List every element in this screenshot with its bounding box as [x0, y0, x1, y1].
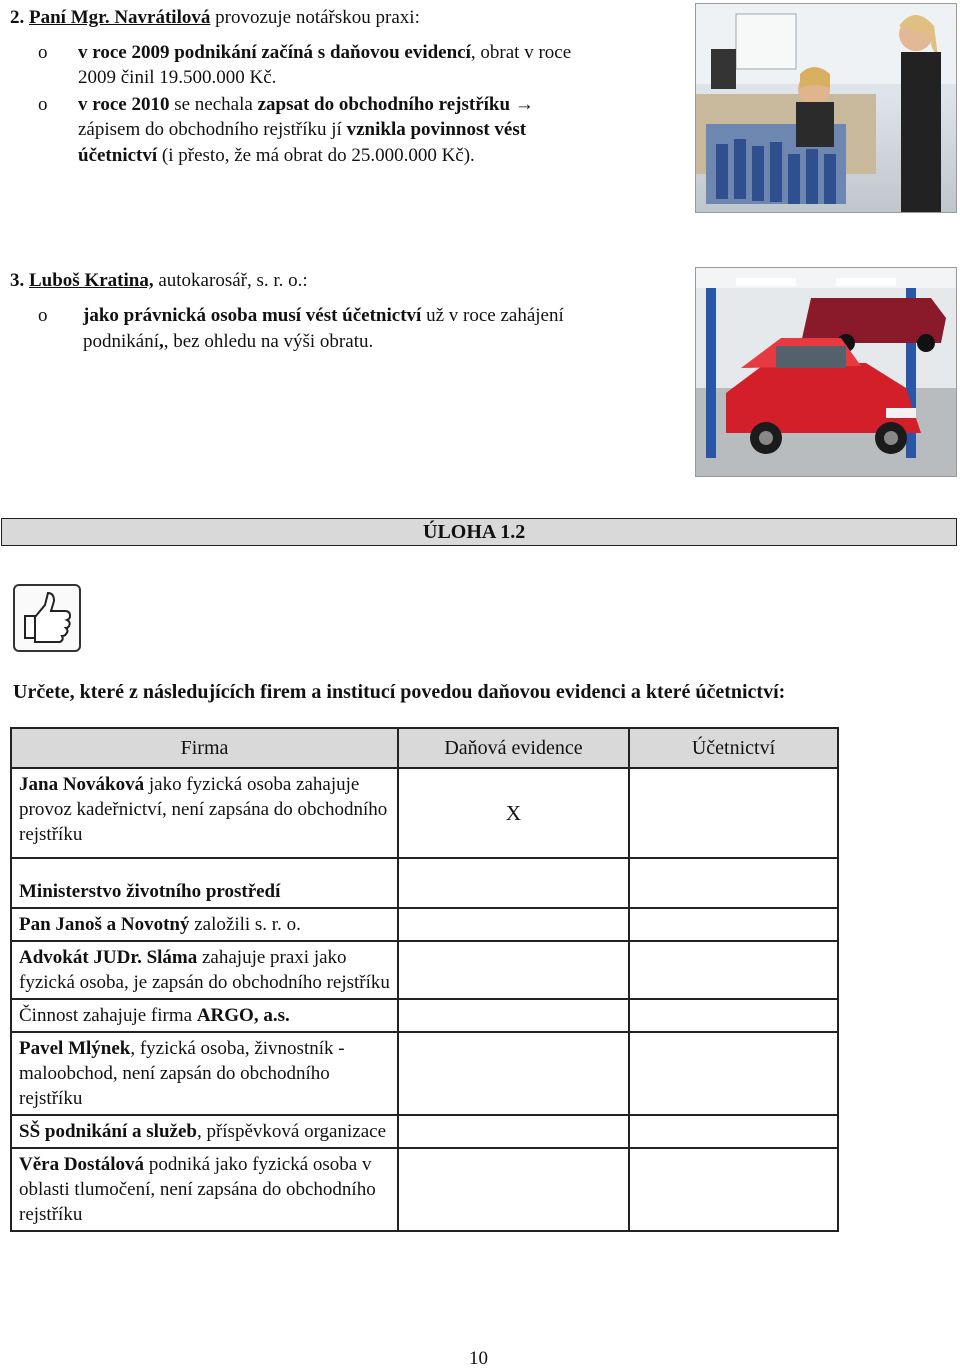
- section-3-line-1: [83, 303, 564, 329]
- firma-cell: [11, 768, 398, 858]
- section-number: 2.: [10, 7, 25, 28]
- bold-text: zapsat do obchodního rejstříku: [257, 94, 511, 115]
- arrow-right-icon: →: [514, 94, 534, 115]
- bullet-1-line-2: 2009 činil 19.500.000 Kč.: [78, 67, 277, 88]
- firma-cell: [11, 999, 398, 1032]
- task-title: ÚLOHA 1.2: [423, 521, 526, 543]
- firma-name: Pan Janoš a Novotný: [19, 914, 190, 935]
- bullet-2-line-2: [78, 117, 526, 143]
- table-row: [11, 908, 838, 941]
- section-number: 3.: [10, 270, 25, 291]
- office-illustration: [696, 4, 956, 212]
- table-row: [11, 941, 838, 999]
- firma-desc: zahajuje praxi jako fyzická osoba, je zapsán do obchodního rejstříku: [19, 947, 390, 993]
- bullet: o: [38, 94, 48, 115]
- header-danova-evidence: Daňová evidence: [398, 728, 629, 768]
- text: už v roce zahájení: [421, 305, 564, 326]
- section-3-heading: [10, 268, 308, 294]
- bullet: o: [38, 305, 48, 326]
- firma-name: Ministerstvo životního prostředí: [19, 881, 281, 902]
- firma-cell: [11, 1148, 398, 1231]
- bold-text: v roce 2010: [78, 94, 170, 115]
- tax-cell[interactable]: X: [398, 768, 629, 858]
- firma-name: Jana Nováková: [19, 774, 145, 795]
- firma-desc: Činnost zahajuje firma: [19, 1005, 197, 1026]
- page-number: 10: [469, 1348, 488, 1369]
- bullet-2-line-1: [78, 92, 534, 118]
- person-name: Paní Mgr. Navrátilová: [29, 7, 211, 28]
- tax-cell[interactable]: [398, 858, 629, 908]
- acc-cell[interactable]: [629, 999, 838, 1032]
- heading-rest: autokarosář, s. r. o.:: [153, 270, 308, 291]
- table-row: [11, 1032, 838, 1115]
- firma-name: Advokát JUDr. Sláma: [19, 947, 198, 968]
- firma-name: ARGO, a.s.: [196, 1005, 290, 1026]
- table-header-row: [11, 728, 838, 768]
- tax-cell[interactable]: [398, 941, 629, 999]
- firma-cell: [11, 1032, 398, 1115]
- bold-text: vznikla povinnost vést: [346, 119, 527, 140]
- text: podnikání: [83, 331, 159, 352]
- tax-cell[interactable]: [398, 999, 629, 1032]
- acc-cell[interactable]: [629, 941, 838, 999]
- text: , obrat v roce: [470, 42, 572, 63]
- office-photo: [695, 3, 957, 213]
- firma-desc: založili s. r. o.: [189, 914, 301, 935]
- tax-cell[interactable]: [398, 1032, 629, 1115]
- table-row: [11, 1115, 838, 1148]
- firma-desc: , fyzická osoba, živnostník - maloobchod, není zapsán do obchodního rejstříku: [19, 1038, 345, 1109]
- bold-text: jako právnická osoba musí vést účetnictví: [83, 305, 422, 326]
- bullet-2-line-3: [78, 143, 475, 169]
- table-row: [11, 1148, 838, 1231]
- section-3-line-2: podnikání,, bez ohledu na výši obratu.: [83, 331, 374, 352]
- acc-cell[interactable]: [629, 768, 838, 858]
- acc-cell[interactable]: [629, 908, 838, 941]
- text: , bez ohledu na výši obratu.: [163, 331, 374, 352]
- firma-desc: jako fyzická osoba zahajuje provoz kadeřnictví, není zapsána do obchodního rejstříku: [19, 774, 388, 845]
- acc-cell[interactable]: [629, 858, 838, 908]
- firma-cell: [11, 908, 398, 941]
- table-row: [11, 999, 838, 1032]
- acc-cell[interactable]: [629, 1148, 838, 1231]
- firma-cell: [11, 1115, 398, 1148]
- section-2-heading: [10, 5, 420, 31]
- header-ucetnictvi: Účetnictví: [629, 728, 838, 768]
- bullet: o: [38, 42, 48, 63]
- firma-name: SŠ podnikání a služeb: [19, 1121, 197, 1142]
- bold-text: účetnictví: [78, 145, 158, 166]
- table-row: [11, 768, 838, 858]
- task-question: Určete, které z následujících firem a institucí povedou daňovou evidenci a které účetnictví:: [13, 681, 786, 703]
- task-header-bar: [1, 518, 957, 546]
- bullet-1-line-1: [78, 40, 571, 66]
- bold-text: v roce 2009 podnikání začíná s daňovou evidencí: [78, 42, 471, 63]
- garage-photo: [695, 267, 957, 477]
- thumbs-up-glyph: [15, 586, 79, 650]
- firma-cell: [11, 858, 398, 908]
- person-name: Luboš Kratina,: [29, 270, 154, 291]
- firma-cell: [11, 941, 398, 999]
- tax-cell[interactable]: [398, 1148, 629, 1231]
- firma-desc: , příspěvková organizace: [196, 1121, 386, 1142]
- text: zápisem do obchodního rejstříku jí: [78, 119, 347, 140]
- header-firma: Firma: [11, 728, 398, 768]
- garage-illustration: [696, 268, 956, 476]
- firma-name: Pavel Mlýnek: [19, 1038, 131, 1059]
- acc-cell[interactable]: [629, 1032, 838, 1115]
- firma-name: Věra Dostálová: [19, 1154, 145, 1175]
- text: (i přesto, že má obrat do 25.000.000 Kč).: [157, 145, 475, 166]
- company-table: [10, 727, 839, 1232]
- tax-cell[interactable]: [398, 908, 629, 941]
- thumbs-up-icon: [13, 584, 81, 652]
- table-row: [11, 858, 838, 908]
- acc-cell[interactable]: [629, 1115, 838, 1148]
- heading-rest: provozuje notářskou praxi:: [210, 7, 420, 28]
- text: se nechala: [169, 94, 258, 115]
- tax-cell[interactable]: [398, 1115, 629, 1148]
- firma-desc: podniká jako fyzická osoba v oblasti tlumočení, není zapsána do obchodního rejstříku: [19, 1154, 376, 1225]
